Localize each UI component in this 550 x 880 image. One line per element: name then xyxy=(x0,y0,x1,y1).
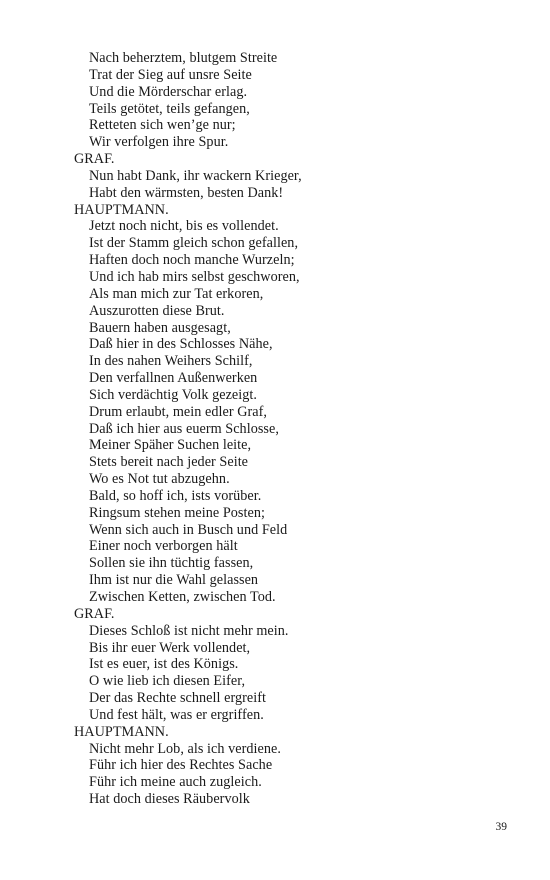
verse-line: Nicht mehr Lob, als ich verdiene. xyxy=(89,740,281,757)
verse-line: Wir verfolgen ihre Spur. xyxy=(89,134,229,151)
speaker-name: HAUPTMANN. xyxy=(74,201,169,218)
verse-line: Der das Rechte schnell ergreift xyxy=(89,690,266,707)
verse-line: Und fest hält, was er ergriffen. xyxy=(89,706,264,723)
verse-line: Jetzt noch nicht, bis es vollendet. xyxy=(89,218,279,235)
verse-line: Den verfallnen Außenwerken xyxy=(89,370,258,387)
verse-line: Retteten sich wen’ge nur; xyxy=(89,117,236,134)
verse-line: Bis ihr euer Werk vollendet, xyxy=(89,639,251,656)
verse-line: Wenn sich auch in Busch und Feld xyxy=(89,521,288,538)
verse-line: Daß hier in des Schlosses Nähe, xyxy=(89,336,273,353)
page-number: 39 xyxy=(495,821,507,833)
verse-line: Drum erlaubt, mein edler Graf, xyxy=(89,403,267,420)
verse-line: Wo es Not tut abzugehn. xyxy=(89,471,230,488)
verse-line: Dieses Schloß ist nicht mehr mein. xyxy=(89,622,289,639)
verse-line: Ihm ist nur die Wahl gelassen xyxy=(89,572,259,589)
verse-line: Und ich hab mirs selbst geschworen, xyxy=(89,268,300,285)
verse-line: Ist es euer, ist des Königs. xyxy=(89,656,239,673)
verse-line: Nach beherztem, blutgem Streite xyxy=(89,50,278,66)
verse-line: Führ ich meine auch zugleich. xyxy=(89,774,262,791)
verse-line: Haften doch noch manche Wurzeln; xyxy=(89,252,295,269)
verse-line: Einer noch verborgen hält xyxy=(89,538,238,555)
verse-line: Auszurotten diese Brut. xyxy=(89,302,225,319)
verse-line: Und die Mörderschar erlag. xyxy=(89,83,248,100)
verse-line: O wie lieb ich diesen Eifer, xyxy=(89,673,246,690)
speaker-name: GRAF. xyxy=(74,151,115,168)
verse-line: Stets bereit nach jeder Seite xyxy=(89,454,249,471)
verse-line: Bauern haben ausgesagt, xyxy=(89,319,231,336)
verse-line: Teils getötet, teils gefangen, xyxy=(89,100,250,117)
verse-line: Hat doch dieses Räubervolk xyxy=(89,791,250,808)
verse-line: Trat der Sieg auf unsre Seite xyxy=(89,66,252,83)
verse-line: Meiner Späher Suchen leite, xyxy=(89,437,252,454)
verse-line: Zwischen Ketten, zwischen Tod. xyxy=(89,589,276,605)
verse-line: Führ ich hier des Rechtes Sache xyxy=(89,757,273,774)
play-text xyxy=(74,50,514,808)
verse-line: Sich verdächtig Volk gezeigt. xyxy=(89,386,257,403)
verse-line: Bald, so hoff ich, ists vorüber. xyxy=(89,487,262,504)
verse-line: Sollen sie ihn tüchtig fassen, xyxy=(89,555,254,572)
speaker-name: GRAF. xyxy=(74,605,115,622)
verse-line: Als man mich zur Tat erkoren, xyxy=(89,285,264,302)
verse-line: Ist der Stamm gleich schon gefallen, xyxy=(89,235,299,252)
verse-line: Nun habt Dank, ihr wackern Krieger, xyxy=(89,167,302,184)
verse-line: In des nahen Weihers Schilf, xyxy=(89,353,253,370)
verse-line: Ringsum stehen meine Posten; xyxy=(89,504,265,521)
speaker-name: HAUPTMANN. xyxy=(74,723,169,740)
verse-line: Habt den wärmsten, besten Dank! xyxy=(89,184,284,201)
verse-line: Daß ich hier aus euerm Schlosse, xyxy=(89,420,279,437)
